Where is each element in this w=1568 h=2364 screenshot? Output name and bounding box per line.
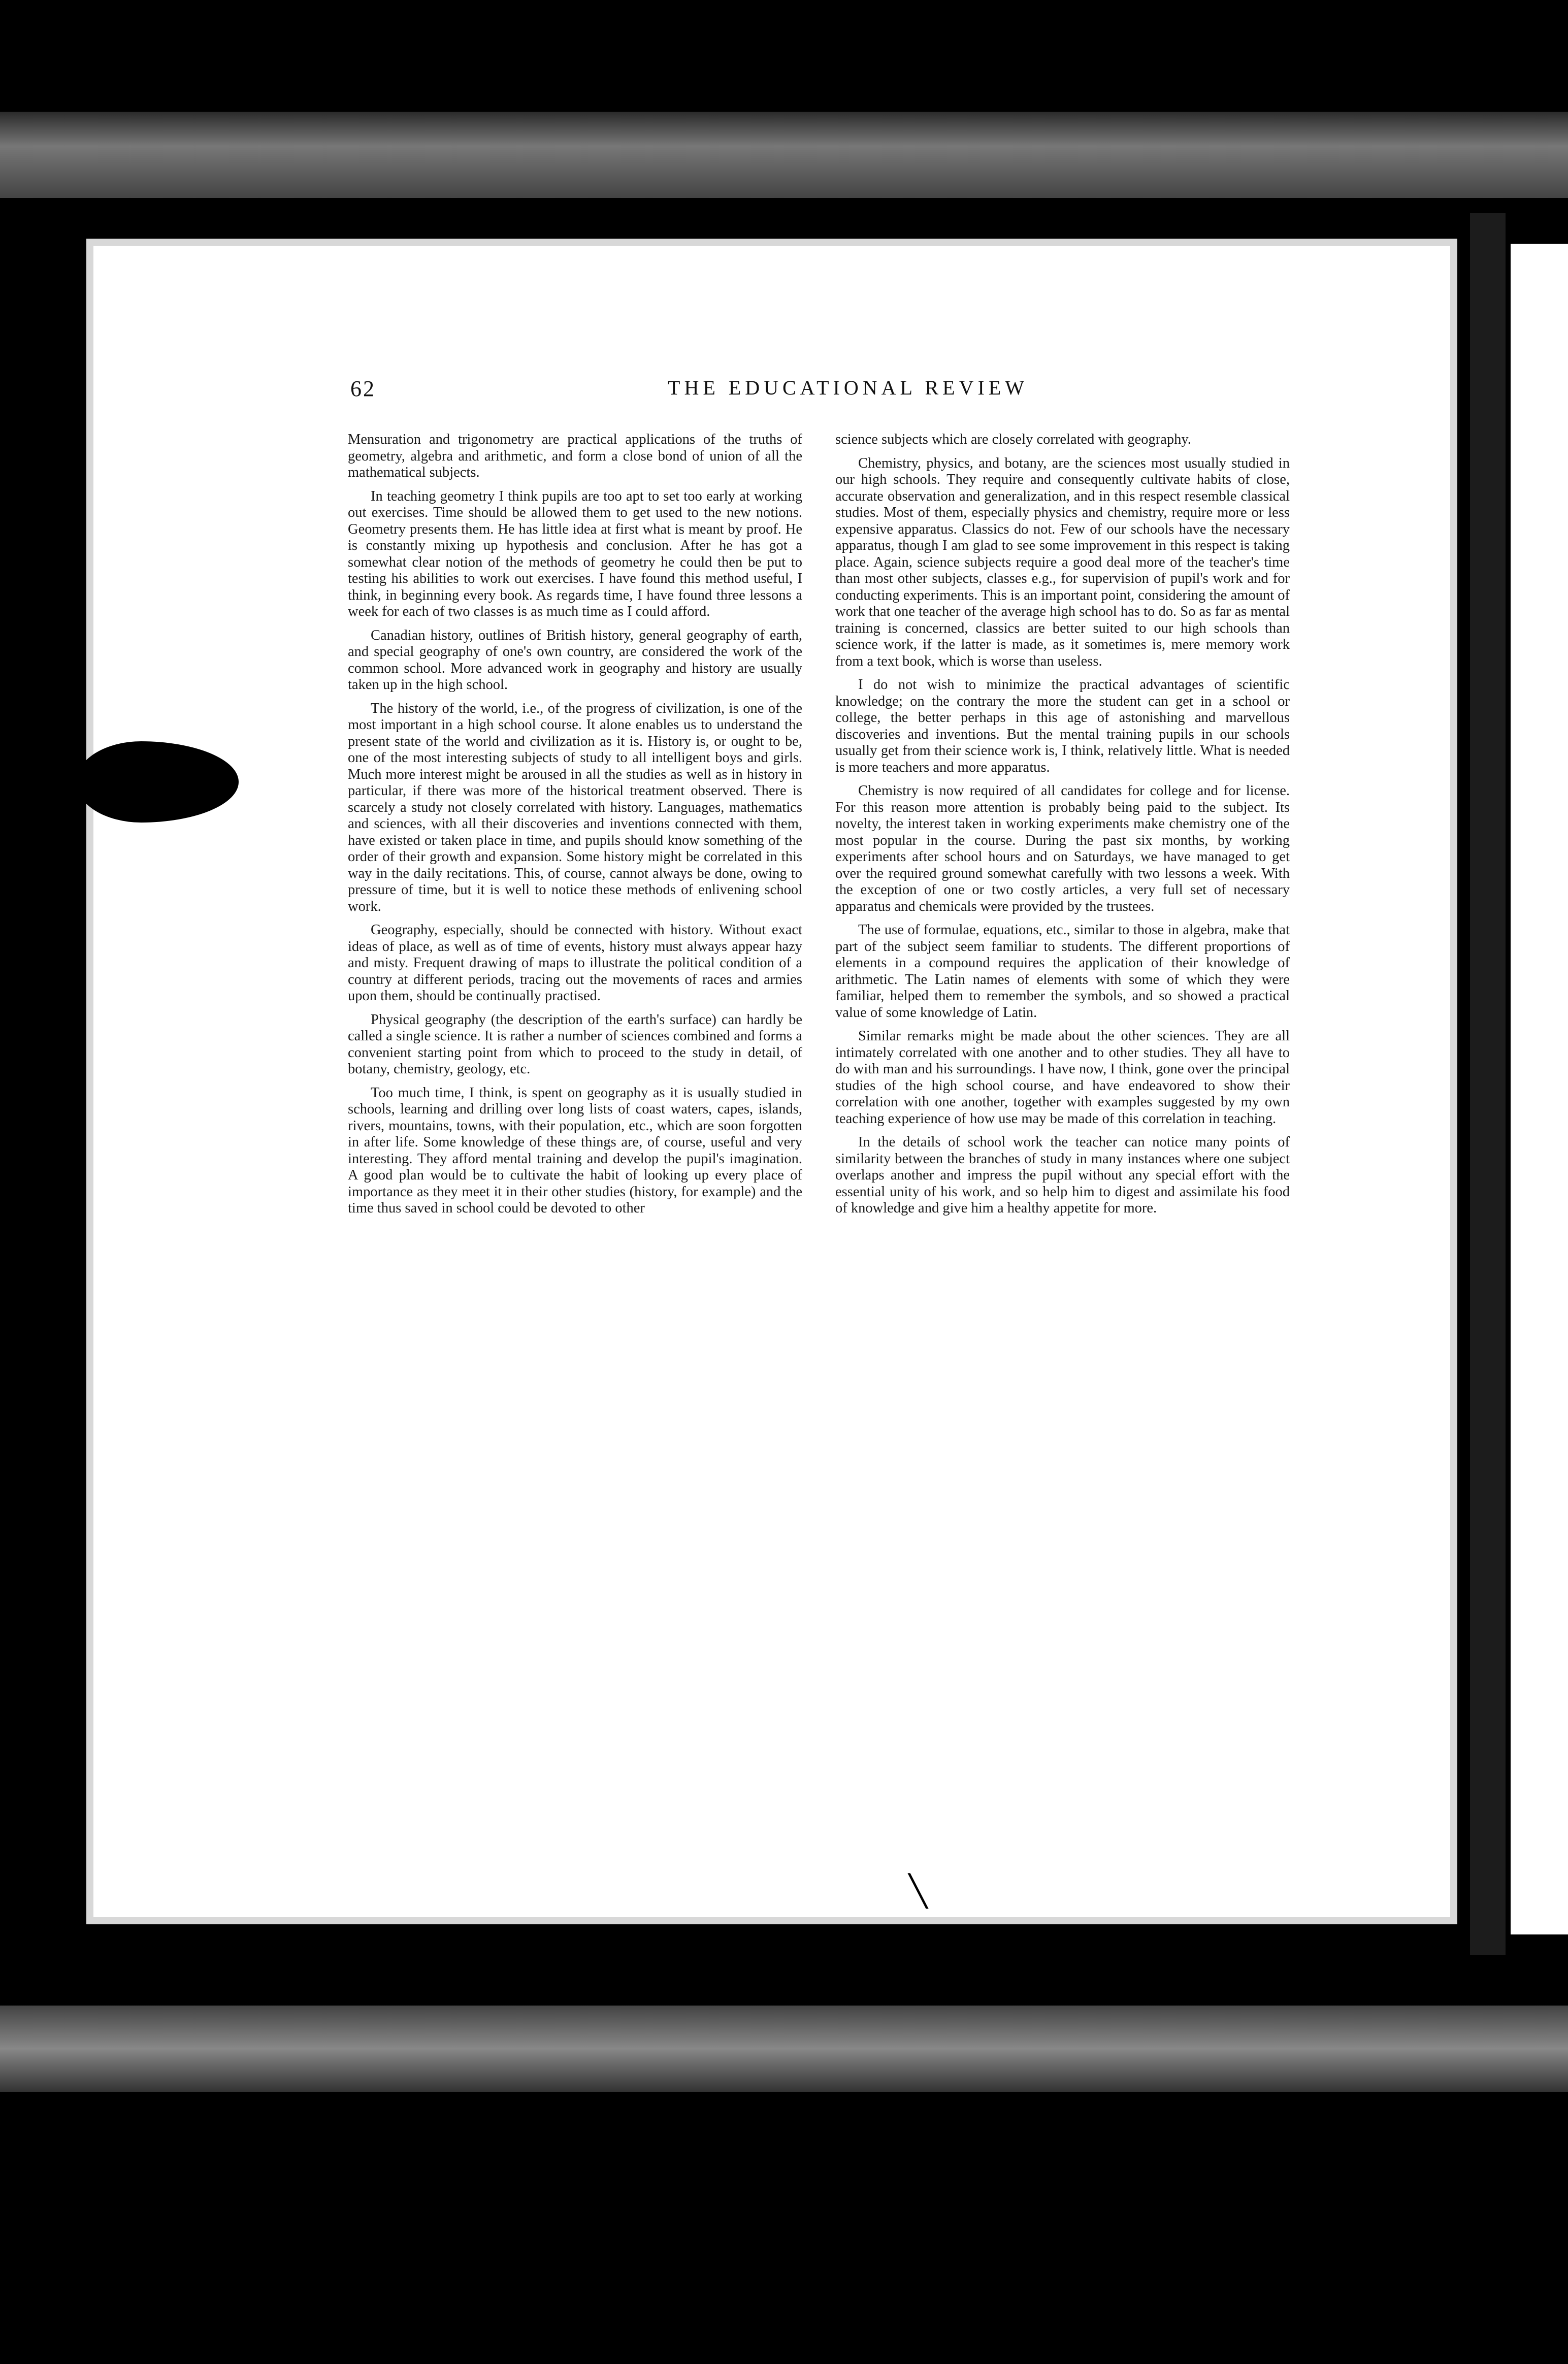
book-spine xyxy=(1470,213,1506,1955)
paragraph: Geography, especially, should be connected with history. Without exact ideas of place, as well as of time of events, history must always appear hazy and misty. Frequent drawing of maps to illustrate the political condition of a country at different periods, tracing out the movements of races and armies upon them, should be continually practised. xyxy=(348,922,802,1004)
paragraph: Similar remarks might be made about the other sciences. They are all intimately correlated with one another and to other studies. They all have to do with man and his surroundings. I have now, I think, gone over the principal studies of the high school course, and have endeavored to show their correlation with one another, together with examples suggested by my own teaching experience of how use may be made of this correlation in teaching. xyxy=(835,1028,1290,1127)
scan-background-band-top xyxy=(0,112,1568,198)
page-number: 62 xyxy=(350,376,376,401)
paragraph: In teaching geometry I think pupils are too apt to set too early at working out exercises. Time should be allowed them to get used to the new notions. Geometry presents them. He has little idea at first what is meant by proof. He is constantly mixing up hypothesis and conclusion. After he has got a somewhat clear notion of the methods of geometry he could then be put to testing his abilities to work out exercises. I have found this method useful, I think, in beginning every book. As regards time, I have found three lessons a week for each of two classes is as much time as I could afford. xyxy=(348,488,802,619)
facing-page-edge xyxy=(1511,244,1568,1934)
paragraph: science subjects which are closely correlated with geography. xyxy=(835,432,1191,447)
stray-pen-mark: ╲ xyxy=(909,1874,928,1909)
paragraph: In the details of school work the teacher can notice many points of similarity between the branches of study in many instances where one subject overlaps another and impress the pupil without any special effort with the essential unity of his work, and so help him to digest and assimilate his food of knowledge and give him a healthy appetite for more. xyxy=(835,1134,1290,1216)
paragraph: The history of the world, i.e., of the progress of civilization, is one of the most important in a high school course. It alone enables us to understand the present state of the world and civilization as it is. History is, or ought to be, one of the most interesting subjects of study to all intelligent boys and girls. Much more interest might be aroused in all the studies as well as in history in particular, if there was more of the historical treatment observed. There is scarcely a study not closely correlated with history. Languages, mathematics and sciences, with all their discoveries and inventions connected with them, have existed or taken place in time, and pupils should know something of the order of their growth and expansion. Some history might be correlated in this way in the daily recitations. This, of course, cannot always be done, owing to pressure of time, but it is well to notice these methods of enlivening school work. xyxy=(348,700,802,914)
paragraph: Physical geography (the description of the earth's surface) can hardly be called a single science. It is rather a number of sciences combined and forms a convenient starting point from which to proceed to the study in detail, of botany, chemistry, geology, etc. xyxy=(348,1011,802,1077)
paragraph: Mensuration and trigonometry are practical applications of the truths of geometry, algebra and arithmetic, and form a close bond of union of all the mathematical subjects. xyxy=(348,432,802,480)
right-text-column xyxy=(835,432,1290,1224)
running-title: THE EDUCATIONAL REVIEW xyxy=(668,376,1028,399)
paragraph: Canadian history, outlines of British history, general geography of earth, and special geography of one's own country, are considered the work of the common school. More advanced work in geography and history are usually taken up in the high school. xyxy=(348,627,802,693)
scan-background-band-bottom xyxy=(0,2006,1568,2092)
left-text-column xyxy=(348,432,802,1224)
paragraph: Chemistry, physics, and botany, are the sciences most usually studied in our high schools. They require and consequently cultivate habits of close, accurate observation and generalization, and in this respect resemble classical studies. Most of them, especially physics and chemistry, require more or less expensive apparatus. Classics do not. Few of our schools have the necessary apparatus, though I am glad to see some improvement in this respect is taking place. Again, science subjects require a good deal more of the teacher's time than most other subjects, classes e.g., for supervision of pupil's work and for conducting experiments. This is an important point, considering the amount of work that one teacher of the average high school has to do. So as far as mental training is concerned, classics are better suited to our high schools than science work, if the latter is made, as it sometimes is, mere memory work from a text book, which is worse than useless. xyxy=(835,455,1290,669)
paragraph: Too much time, I think, is spent on geography as it is usually studied in schools, learning and drilling over long lists of coast waters, capes, islands, rivers, mountains, towns, with their population, etc., which are soon forgotten in after life. Some knowledge of these things are, of course, useful and very interesting. They afford mental training and develop the pupil's imagination. A good plan would be to cultivate the habit of looking up every place of importance as they meet it in their other studies (history, for example) and the time thus saved in school could be devoted to other xyxy=(348,1085,802,1216)
paragraph: The use of formulae, equations, etc., similar to those in algebra, make that part of the subject seem familiar to students. The different proportions of elements in a compound requires the application of their knowledge of arithmetic. The Latin names of elements with some of which they were familiar, helped them to remember the symbols, and so showed a practical value of some knowledge of Latin. xyxy=(835,922,1290,1021)
paragraph: I do not wish to minimize the practical advantages of scientific knowledge; on the contrary the more the student can get in a school or college, the better perhaps in this age of astonishing and marvellous discoveries and inventions. But the mental training pupils in our schools usually get from their science work is, I think, relatively little. What is needed is more teachers and more apparatus. xyxy=(835,677,1290,775)
paragraph: Chemistry is now required of all candidates for college and for license. For this reason more attention is probably being paid to the subject. Its novelty, the interest taken in working experiments make chemistry one of the most popular in the course. During the past six months, by working experiments after school hours and on Saturdays, we have managed to get over the required ground somewhat carefully with two lessons a week. With the exception of one or two costly articles, a very full set of necessary apparatus and chemicals were provided by the trustees. xyxy=(835,783,1290,914)
page-header xyxy=(350,376,1346,406)
